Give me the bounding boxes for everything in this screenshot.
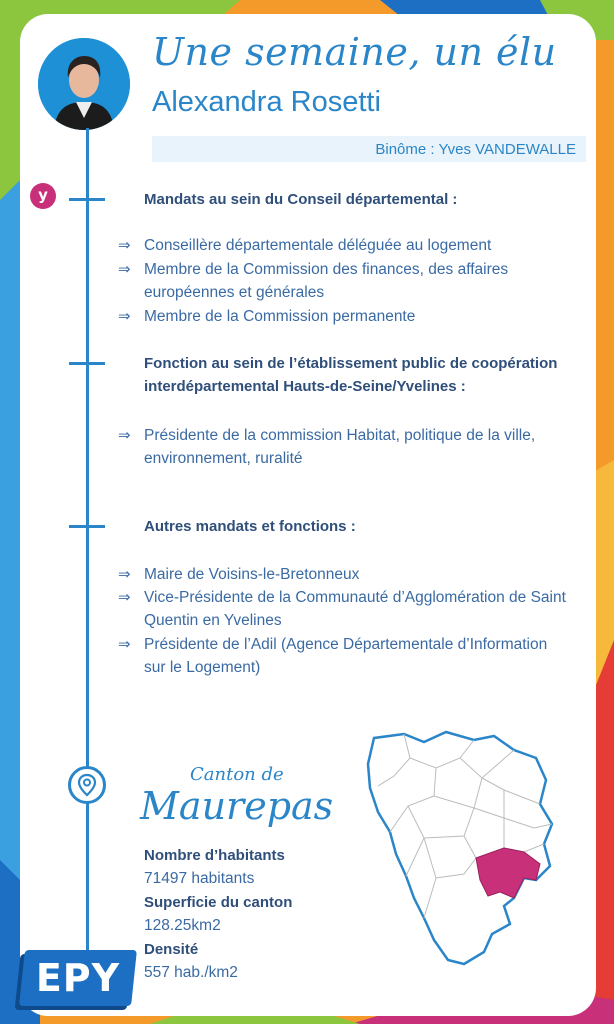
list-item: ⇒ Membre de la Commission des finances, des affaires européennes et générales	[118, 258, 573, 304]
arrow-right-icon: ⇒	[118, 308, 131, 325]
list-item: ⇒ Conseillère départementale déléguée au logement	[118, 234, 573, 257]
page-title-script: Une semaine, un élu	[152, 30, 557, 74]
timeline-tick-vertical	[86, 189, 89, 209]
arrow-right-icon: ⇒	[118, 566, 131, 583]
arrow-right-icon: ⇒	[118, 237, 131, 254]
binome-bar	[152, 136, 586, 162]
portrait-image	[38, 38, 130, 130]
list-item: ⇒ Membre de la Commission permanente	[118, 305, 573, 328]
list-item: ⇒ Présidente de la commission Habitat, politique de la ville, environnement, ruralité	[118, 424, 573, 470]
canton-prefix: Canton de	[190, 764, 284, 785]
arrow-right-icon: ⇒	[118, 636, 131, 653]
binome-text: Binôme : Yves VANDEWALLE	[375, 141, 576, 158]
stat-value-habitants: 71497 habitants	[144, 870, 255, 887]
timeline-tick-vertical	[86, 353, 89, 373]
stat-label-superficie: Superficie du canton	[144, 894, 293, 911]
list-item: ⇒ Maire de Voisins-le-Bretonneux	[118, 563, 573, 586]
list-item: ⇒ Vice-Présidente de la Communauté d’Agglomération de Saint Quentin en Yvelines	[118, 586, 573, 632]
list-item: ⇒ Présidente de l’Adil (Agence Départementale d’Information sur le Logement)	[118, 633, 573, 679]
arrow-right-icon: ⇒	[118, 589, 131, 606]
timeline-line	[86, 128, 89, 954]
stat-value-densite: 557 hab./km2	[144, 964, 238, 981]
arrow-right-icon: ⇒	[118, 427, 131, 444]
section-heading-fonction: Fonction au sein de l’établissement public de coopération interdépartemental Hauts-de-Seine/Yvelines :	[144, 355, 558, 395]
stat-value-superficie: 128.25km2	[144, 917, 221, 934]
location-pin-icon	[68, 766, 106, 804]
canton-name: Maurepas	[140, 784, 334, 828]
yvelines-logo-icon: y	[30, 183, 56, 209]
epy-logo: EPY	[19, 950, 137, 1006]
yvelines-map	[364, 728, 560, 972]
avatar	[38, 38, 130, 130]
timeline-tick-vertical	[86, 516, 89, 536]
section-heading-autres: Autres mandats et fonctions :	[144, 518, 356, 535]
stat-label-densite: Densité	[144, 941, 199, 958]
stat-label-habitants: Nombre d’habitants	[144, 847, 285, 864]
elected-name: Alexandra Rosetti	[152, 86, 381, 118]
section-heading-mandats: Mandats au sein du Conseil départemental :	[144, 191, 458, 208]
arrow-right-icon: ⇒	[118, 261, 131, 278]
